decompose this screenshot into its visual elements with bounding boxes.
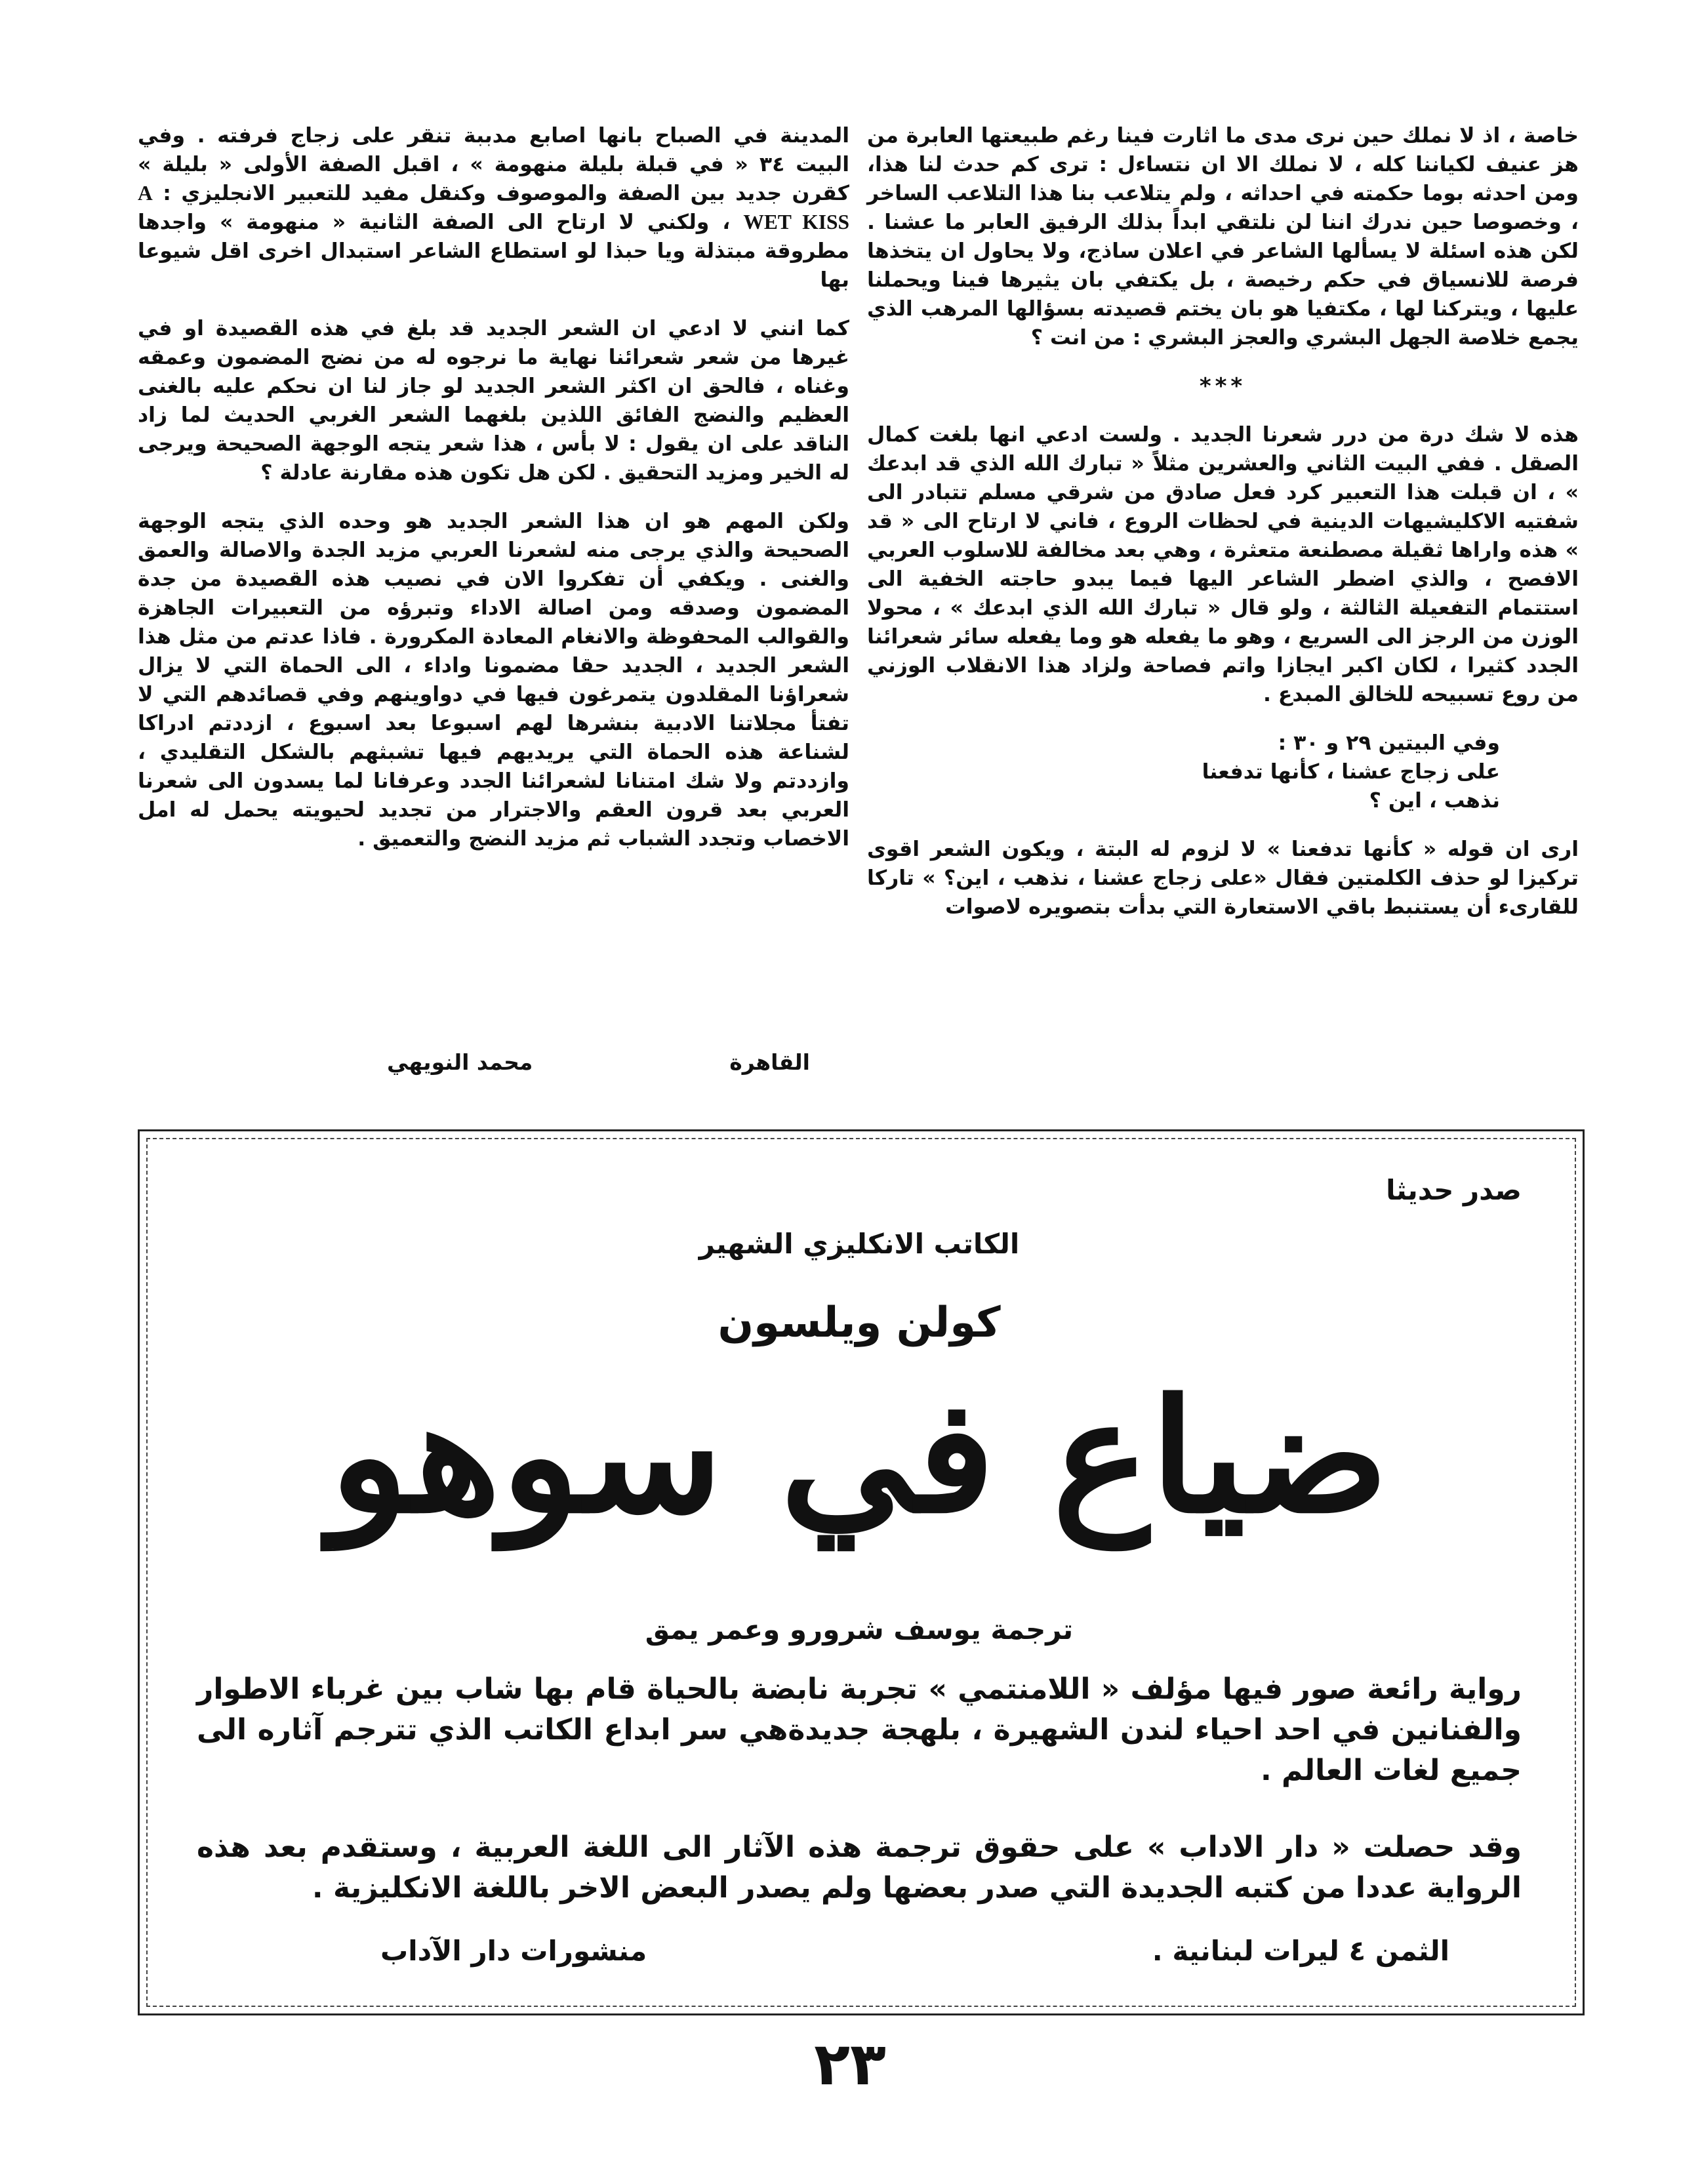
ad-book-title: ضياع في سوهو — [329, 1364, 1389, 1548]
ad-translators: ترجمة يوسف شرورو وعمر يمق — [645, 1613, 1074, 1646]
paragraph-text: المدينة في الصباح بانها اصابع مدببة تنقر على زجاج فرفته . وفي البيت ٣٤ « في قبلة بليلة منهومة » ، اقبل الصفة الأولى « بليلة » كقرن جديد بين الصفة والموصوف وكنقل مفيد للتعبير الانجليزي : — [138, 124, 850, 205]
verse-intro: وفي البيتين ٢٩ و ٣٠ : — [1278, 731, 1500, 755]
ad-description — [197, 1669, 1522, 1945]
quoted-verse — [867, 729, 1579, 815]
article-column-right — [867, 121, 1579, 941]
place-name: القاهرة — [729, 1049, 810, 1075]
page-number: ٢٣ — [814, 2030, 886, 2099]
english-phrase: A WET KISS — [138, 182, 849, 233]
verse-line: على زجاج عشنا ، كأنها تدفعنا — [1202, 760, 1500, 784]
paragraph: ارى ان قوله « كأنها تدفعنا » لا لزوم له البتة ، ويكون الشعر اقوى تركيزا لو حذف الكلمتين فقال «على زجاج عشنا ، نذهب ، اين؟ » تاركا للقارىء أن يستنبط باقي الاستعارة التي بدأت بتصويره لاصوات — [867, 838, 1579, 919]
ad-description-paragraph: رواية رائعة صور فيها مؤلف « اللامنتمي » تجربة نابضة بالحياة قام بها شاب بين غرباء الاطوار والفنانين في احد احياء لندن الشهيرة ، بلهجة جديدةهي سر ابداع الكاتب الذي تترجم آثاره الى جميع لغات العالم . — [197, 1672, 1522, 1787]
ad-publisher: منشورات دار الآداب — [380, 1935, 647, 1967]
ad-author-name: كولن ويلسون — [718, 1299, 1001, 1347]
article-signature — [138, 1049, 849, 1075]
paragraph — [138, 121, 849, 294]
article-column-left — [138, 121, 849, 873]
author-name: محمد النويهي — [387, 1049, 533, 1075]
paragraph-text: ، ولكني لا ارتاح الى الصفة الثانية « منهومة » واجدها مطروقة مبتذلة ويا حبذا لو استطاع الشاعر استبدال اخرى اقل شيوعا بها — [138, 211, 849, 292]
ad-description-paragraph: وقد حصلت « دار الاداب » على حقوق ترجمة هذه الآثار الى اللغة العربية ، وستقدم بعد هذه الرواية عددا من كتبه الجديدة التي صدر بعضها ولم يصدر البعض الاخر باللغة الانكليزية . — [197, 1830, 1522, 1905]
paragraph: خاصة ، اذ لا نملك حين نرى مدى ما اثارت فينا رغم طبيعتها العابرة من هز عنيف لكياننا كله ، لا نملك الا ان نتساءل : ترى كم حدث لنا هذا، ومن احدثه بوما حكمته في احداثه ، ولم يتلاعب بنا هذا التلاعب الساخر ، وخصوصا حين ندرك اننا لن نلتقي ابداً بذلك الرفيق العابر ما عشنا . لكن هذه اسئلة لا يسألها الشاعر في اعلان ساذج، ولا يحاول ان يتخذها فرصة للانسياق في حكم رخيصة ، بل يكتفي بان يثيرها فينا ويحملنا عليها ، ويتركنا لها ، مكتفيا هو بان يختم قصيدته بسؤالها المرهب الذي يجمع خلاصة الجهل البشري والعجز البشري : من انت ؟ — [867, 124, 1579, 350]
section-divider-stars: *** — [1199, 373, 1247, 399]
ad-label: صدر حديثا — [1386, 1174, 1522, 1206]
ad-author-title: الكاتب الانكليزي الشهير — [698, 1228, 1020, 1260]
ad-price: الثمن ٤ ليرات لبنانية . — [1152, 1935, 1449, 1967]
verse-line: نذهب ، اين ؟ — [1369, 789, 1500, 813]
advertisement — [171, 1154, 1548, 1987]
paragraph: كما انني لا ادعي ان الشعر الجديد قد بلغ في هذه القصيدة او في غيرها من شعر شعرائنا نهاية ما نرجوه له من نضج المضمون وعمقه وغناه ، فالحق ان اكثر الشعر الجديد لو جاز لنا ان نحكم عليه بالغنى العظيم والنضج الفائق اللذين بلغهما الشعر الغربي الحديث لما زاد الناقد على ان يقول : لا بأس ، هذا شعر يتجه الوجهة الصحيحة ويرجى له الخير ومزيد التحقيق . لكن هل تكون هذه مقارنة عادلة ؟ — [138, 317, 849, 485]
paragraph: هذه لا شك درة من درر شعرنا الجديد . ولست ادعي انها بلغت كمال الصقل . ففي البيت الثاني والعشرين مثلاً « تبارك الله الذي قد ابدعك » ، ان قبلت هذا التعبير كرد فعل صادق من شرقي مسلم تتبادر الى شفتيه الاكليشيهات الدينية في لحظات الروع ، فاني لا ارتاح الى « قد » هذه واراها ثقيلة مصطنعة متعثرة ، وهي بعد مخالفة للاسلوب العربي الافصح ، والذي اضطر الشاعر اليها فيما يبدو حاجته الخفية الى استتمام التفعيلة الثالثة ، ولو قال « تبارك الله الذي ابدعك » ، محولا الوزن من الرجز الى السريع ، وهو ما يفعله هو وما يفعله سائر شعرائنا الجدد كثيرا ، لكان اكبر ايجازا واتم فصاحة ولزاد هذا الانقلاب الوزني من روع تسبيحه للخالق المبدع . — [867, 423, 1579, 706]
paragraph: ولكن المهم هو ان هذا الشعر الجديد هو وحده الذي يتجه الوجهة الصحيحة والذي يرجى منه لشعرنا العربي مزيد الجدة والاصالة والعمق والغنى . ويكفي أن تفكروا الان في نصيب هذه القصيدة من جدة المضمون وصدقه ومن اصالة الاداء وتبرؤه من التعبيرات الجاهزة والقوالب المحفوظة والانغام المعادة المكرورة . فاذا عدتم من مثل هذا الشعر الجديد ، الجديد حقا مضمونا واداء ، الى الحماة التي لا يزال شعراؤنا المقلدون يتمرغون فيها في دواوينهم وفي قصائدهم التي لا تفتأ مجلاتنا الادبية بنشرها لهم اسبوعا بعد اسبوع ، ازددتم ادراكا لشناعة هذه الحماة التي يريديهم فيها تشبثهم بالشكل التقليدي ، وازددتم ولا شك امتنانا لشعرائنا الجدد وعرفانا لما يسدون الى شعرنا العربي بعد قرون العقم والاجترار من تجديد لحيويته يحمل له امل الاخصاب وتجدد الشباب ثم مزيد النضج والتعميق . — [138, 510, 849, 851]
